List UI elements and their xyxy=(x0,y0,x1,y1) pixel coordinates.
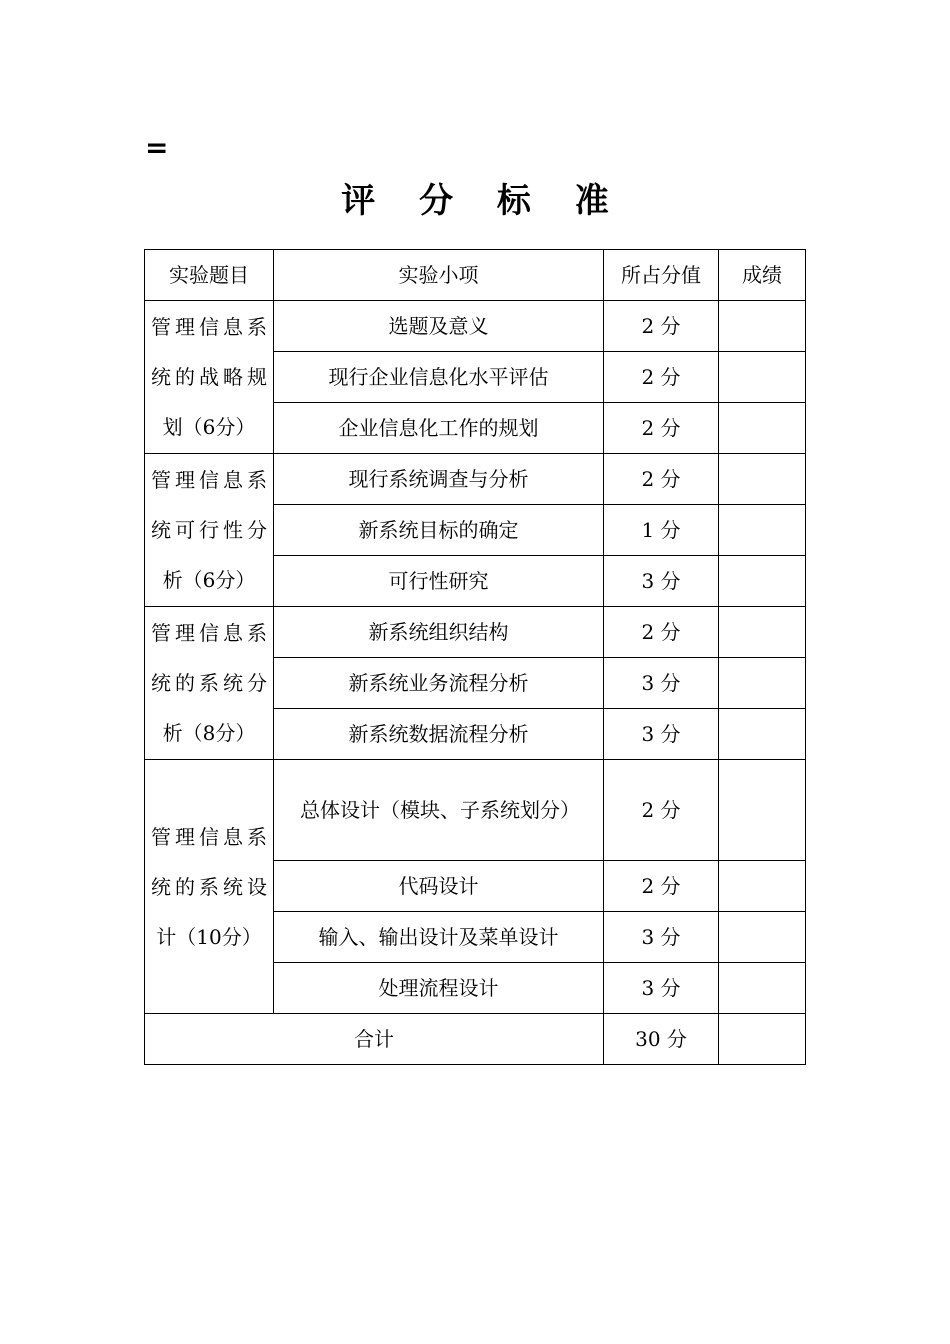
item-score: 2 分 xyxy=(604,760,719,861)
item-name: 输入、输出设计及菜单设计 xyxy=(274,912,604,963)
item-score: 3 分 xyxy=(604,556,719,607)
grade-cell[interactable] xyxy=(719,352,806,403)
item-score: 3 分 xyxy=(604,963,719,1014)
grade-cell[interactable] xyxy=(719,861,806,912)
item-name: 选题及意义 xyxy=(274,301,604,352)
item-name: 新系统数据流程分析 xyxy=(274,709,604,760)
table-row xyxy=(145,607,806,658)
total-label: 合计 xyxy=(145,1014,604,1065)
item-name: 新系统组织结构 xyxy=(274,607,604,658)
item-name: 可行性研究 xyxy=(274,556,604,607)
grade-cell[interactable] xyxy=(719,709,806,760)
table-row xyxy=(145,301,806,352)
scoring-table xyxy=(144,249,806,1065)
item-name: 总体设计（模块、子系统划分） xyxy=(274,760,604,861)
item-score: 2 分 xyxy=(604,861,719,912)
header-grade: 成绩 xyxy=(719,250,806,301)
grade-cell[interactable] xyxy=(719,607,806,658)
header-topic: 实验题目 xyxy=(145,250,274,301)
item-score: 2 分 xyxy=(604,607,719,658)
page-title: 评 分 标 准 xyxy=(341,181,625,221)
total-score: 30 分 xyxy=(604,1014,719,1065)
item-name: 现行企业信息化水平评估 xyxy=(274,352,604,403)
item-score: 2 分 xyxy=(604,352,719,403)
grade-cell[interactable] xyxy=(719,912,806,963)
item-score: 3 分 xyxy=(604,658,719,709)
item-name: 企业信息化工作的规划 xyxy=(274,403,604,454)
table-header-row xyxy=(145,250,806,301)
item-name: 现行系统调查与分析 xyxy=(274,454,604,505)
header-score: 所占分值 xyxy=(604,250,719,301)
grade-cell[interactable] xyxy=(719,760,806,861)
item-name: 新系统目标的确定 xyxy=(274,505,604,556)
total-row xyxy=(145,1014,806,1065)
grade-cell[interactable] xyxy=(719,505,806,556)
grade-cell[interactable] xyxy=(719,963,806,1014)
item-score: 3 分 xyxy=(604,912,719,963)
header-item: 实验小项 xyxy=(274,250,604,301)
table-row xyxy=(145,454,806,505)
topic-cell: 管理信息系统的系统设计（10分） xyxy=(145,760,274,1014)
item-name: 代码设计 xyxy=(274,861,604,912)
table-row xyxy=(145,760,806,861)
grade-cell[interactable] xyxy=(719,403,806,454)
item-score: 2 分 xyxy=(604,403,719,454)
item-name: 新系统业务流程分析 xyxy=(274,658,604,709)
total-grade-cell[interactable] xyxy=(719,1014,806,1065)
grade-cell[interactable] xyxy=(719,301,806,352)
equals-mark: = xyxy=(145,131,169,164)
item-score: 3 分 xyxy=(604,709,719,760)
topic-cell: 管理信息系统可行性分析（6分） xyxy=(145,454,274,607)
topic-cell: 管理信息系统的战略规划（6分） xyxy=(145,301,274,454)
topic-cell: 管理信息系统的系统分析（8分） xyxy=(145,607,274,760)
item-score: 2 分 xyxy=(604,301,719,352)
grade-cell[interactable] xyxy=(719,454,806,505)
item-name: 处理流程设计 xyxy=(274,963,604,1014)
item-score: 2 分 xyxy=(604,454,719,505)
grade-cell[interactable] xyxy=(719,658,806,709)
item-score: 1 分 xyxy=(604,505,719,556)
grade-cell[interactable] xyxy=(719,556,806,607)
